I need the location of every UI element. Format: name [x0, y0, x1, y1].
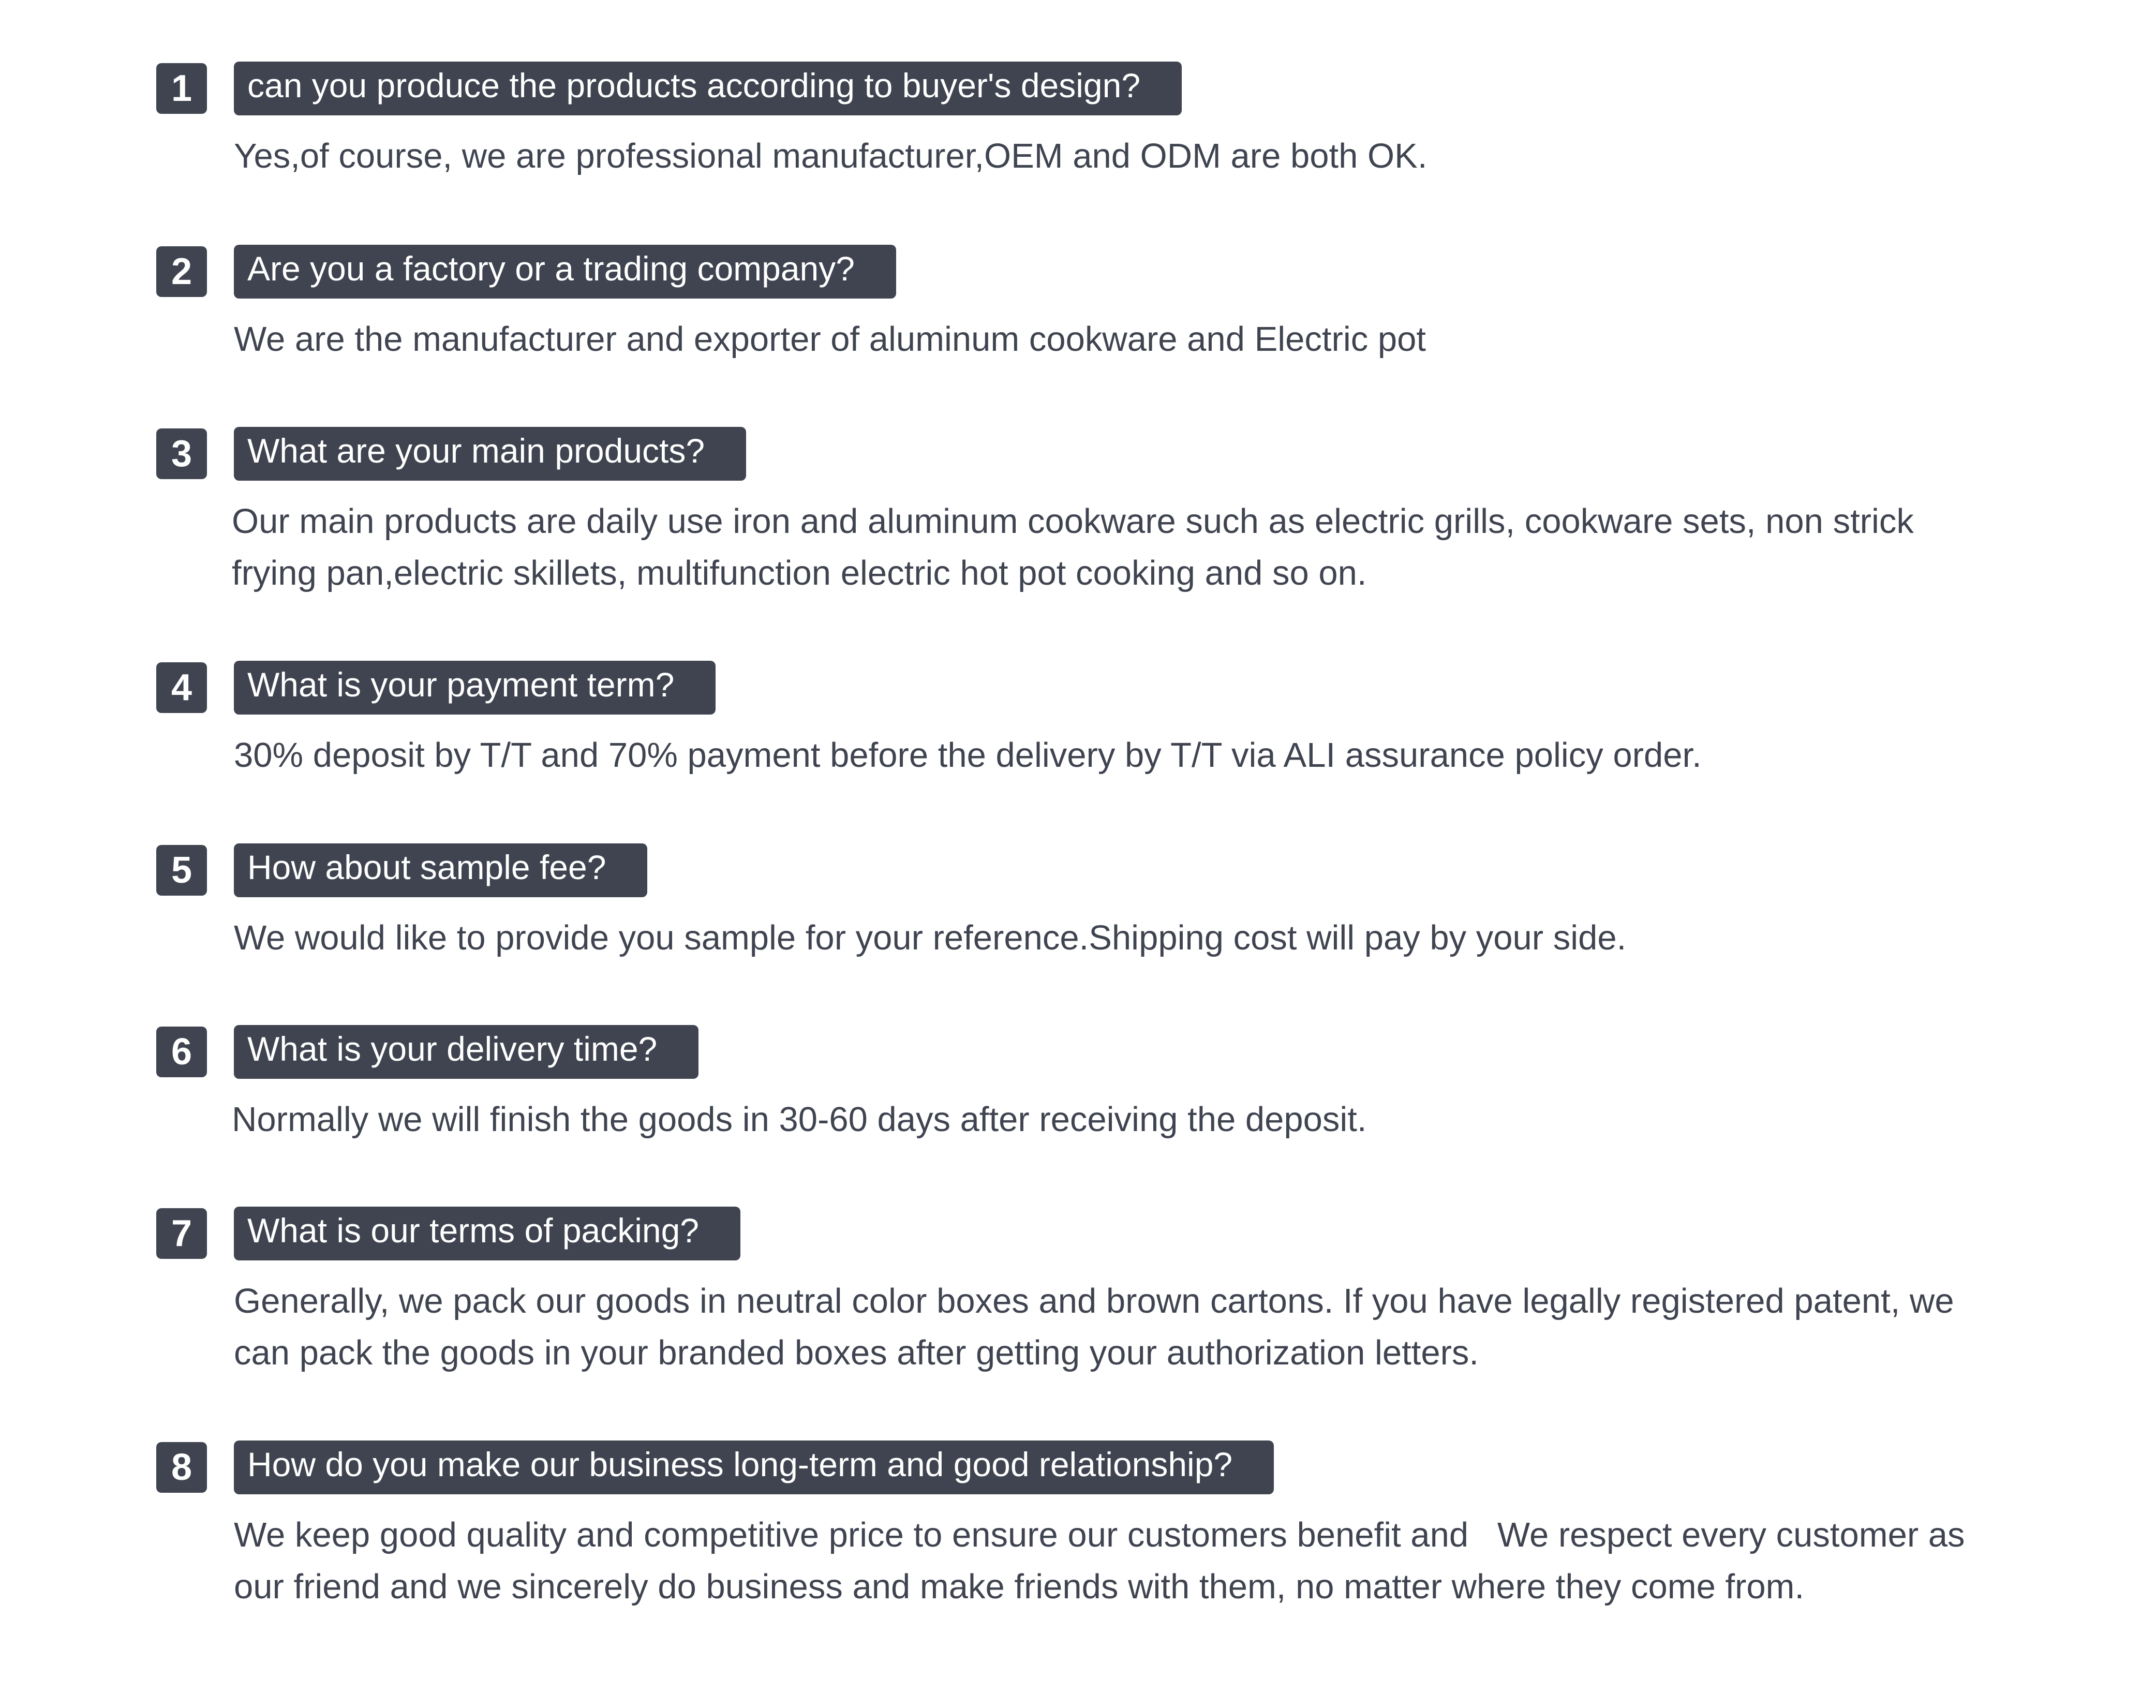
faq-number-badge: 7 [156, 1208, 207, 1259]
faq-number-badge: 4 [156, 662, 207, 713]
faq-question: What is our terms of packing? [234, 1207, 740, 1260]
faq-question: How about sample fee? [234, 843, 647, 897]
faq-number-badge: 1 [156, 63, 207, 114]
faq-question: What are your main products? [234, 427, 746, 481]
faq-number-badge: 3 [156, 428, 207, 479]
faq-answer: We keep good quality and competitive price to ensure our customers benefit and We respect every customer as our friend and we sincerely do business and make friends with them, no matter where they come from. [234, 1516, 1975, 1606]
faq-answer: Yes,of course, we are professional manufacturer,OEM and ODM are both OK. [234, 137, 1428, 175]
faq-answer: 30% deposit by T/T and 70% payment before the delivery by T/T via ALI assurance policy order. [234, 736, 1702, 775]
faq-answer: Generally, we pack our goods in neutral color boxes and brown cartons. If you have legally registered patent, we can pack the goods in your branded boxes after getting your authorization letters. [234, 1282, 1954, 1372]
faq-question: can you produce the products according to buyer's design? [234, 62, 1182, 115]
faq-question: How do you make our business long-term and good relationship? [234, 1440, 1274, 1494]
faq-answer: We are the manufacturer and exporter of aluminum cookware and Electric pot [234, 320, 1426, 359]
faq-number-badge: 2 [156, 246, 207, 297]
faq-question: What is your payment term? [234, 661, 716, 715]
faq-question: Are you a factory or a trading company? [234, 245, 896, 299]
faq-answer: Our main products are daily use iron and aluminum cookware such as electric grills, cookware sets, non strick frying pan,electric skillets, multifunction electric hot pot cooking and so on. [232, 502, 1914, 592]
faq-answer: Normally we will finish the goods in 30-60 days after receiving the deposit. [232, 1100, 1367, 1139]
faq-number-badge: 8 [156, 1442, 207, 1493]
faq-answer: We would like to provide you sample for your reference.Shipping cost will pay by your side. [234, 918, 1627, 957]
faq-number-badge: 6 [156, 1027, 207, 1077]
faq-question: What is your delivery time? [234, 1025, 698, 1079]
faq-number-badge: 5 [156, 845, 207, 896]
